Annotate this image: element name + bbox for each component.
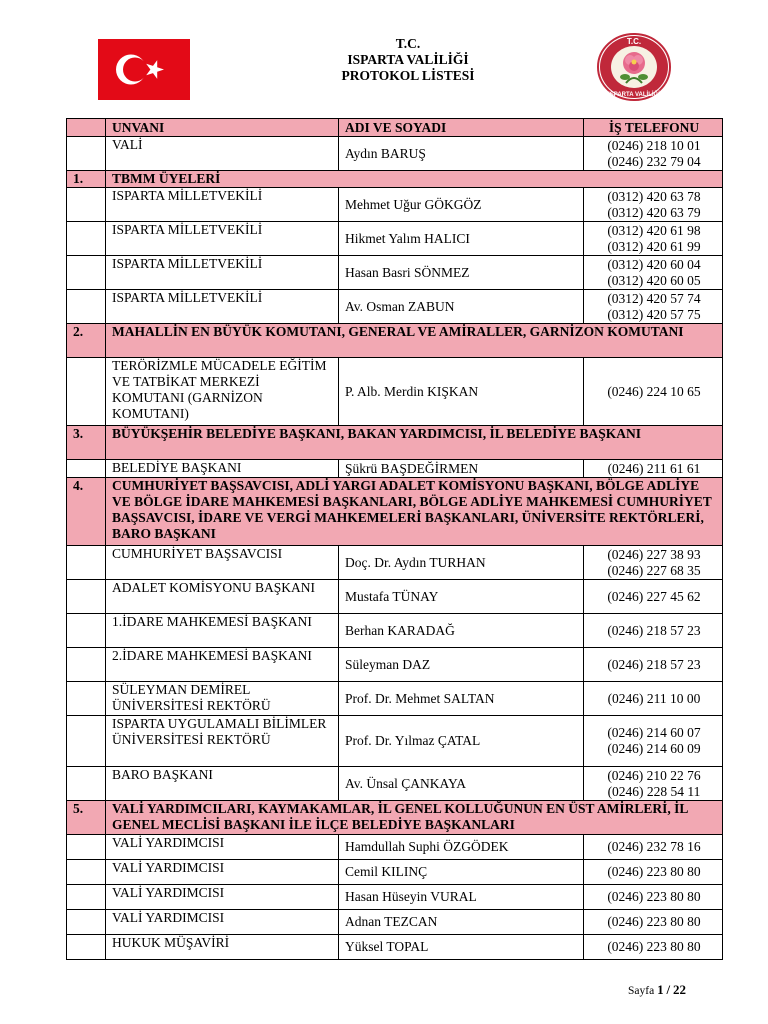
- phone-cell: [584, 910, 723, 935]
- table-row: [67, 910, 723, 935]
- phone-number: (0246) 224 10 65: [607, 383, 701, 399]
- title-line-tc: T.C.: [395, 36, 421, 51]
- phone-number: (0246) 218 57 23: [607, 622, 701, 638]
- phone-number: (0246) 214 60 09: [607, 741, 701, 756]
- table-row: [67, 188, 723, 222]
- header-unvan: UNVANI: [106, 119, 339, 137]
- phone-number: (0246) 223 80 80: [607, 914, 701, 929]
- unvan-cell: ISPARTA MİLLETVEKİLİ: [106, 222, 339, 256]
- table-row: [67, 460, 723, 478]
- phone-number: (0246) 232 78 16: [607, 839, 701, 854]
- section-number: 1.: [67, 171, 106, 188]
- row-empty-cell: [67, 682, 106, 716]
- section-number: 3.: [67, 426, 106, 460]
- phone-number: (0312) 420 57 74: [607, 290, 701, 306]
- row-empty-cell: [67, 137, 106, 171]
- phone-number: (0246) 232 79 04: [607, 153, 701, 169]
- section-number: 5.: [67, 801, 106, 835]
- seal-bottom-text: ISPARTA VALİLİĞİ: [608, 92, 660, 98]
- phone-cell: [584, 614, 723, 648]
- unvan-cell: HUKUK MÜŞAVİRİ: [106, 935, 339, 960]
- phone-cell: [584, 460, 723, 478]
- name-cell: Hamdullah Suphi ÖZGÖDEK: [339, 835, 584, 860]
- name-cell: Berhan KARADAĞ: [339, 614, 584, 648]
- row-empty-cell: [67, 860, 106, 885]
- name-cell: Hasan Hüseyin VURAL: [339, 885, 584, 910]
- name-cell: Prof. Dr. Yılmaz ÇATAL: [339, 716, 584, 767]
- name-cell: Aydın BARUŞ: [339, 137, 584, 171]
- phone-number: (0312) 420 57 75: [607, 306, 701, 322]
- phone-cell: [584, 935, 723, 960]
- page-footer: [628, 982, 686, 998]
- row-empty-cell: [67, 188, 106, 222]
- phone-number: (0246) 227 68 35: [607, 562, 701, 578]
- phone-cell: [584, 290, 723, 324]
- name-cell: Mustafa TÜNAY: [339, 580, 584, 614]
- phone-number: (0312) 420 61 99: [607, 238, 701, 254]
- row-empty-cell: [67, 460, 106, 478]
- phone-cell: [584, 716, 723, 767]
- row-empty-cell: [67, 290, 106, 324]
- table-row: [67, 935, 723, 960]
- table-row: [67, 137, 723, 171]
- header-num-cell: [67, 119, 106, 137]
- name-cell: Hasan Basri SÖNMEZ: [339, 256, 584, 290]
- section-row: [67, 801, 723, 835]
- unvan-cell: CUMHURİYET BAŞSAVCISI: [106, 546, 339, 580]
- row-empty-cell: [67, 910, 106, 935]
- isparta-governorship-seal-icon: [596, 33, 672, 101]
- section-title: TBMM ÜYELERİ: [106, 171, 723, 188]
- table-row: [67, 290, 723, 324]
- phone-number: (0246) 218 10 01: [607, 137, 701, 153]
- phone-cell: [584, 860, 723, 885]
- phone-number: (0246) 218 57 23: [607, 656, 701, 672]
- phone-cell: [584, 188, 723, 222]
- phone-number: (0246) 223 80 80: [607, 939, 701, 954]
- table-row: [67, 580, 723, 614]
- name-cell: Doç. Dr. Aydın TURHAN: [339, 546, 584, 580]
- phone-number: (0246) 228 54 11: [607, 783, 701, 799]
- phone-cell: [584, 137, 723, 171]
- section-title: CUMHURİYET BAŞSAVCISI, ADLİ YARGI ADALET KOMİSYONU BAŞKANI, BÖLGE ADLİYE VE BÖLGE İDARE MAHKEMESİ BAŞKANLARI, BÖLGE ADLİYE MAHKEMESİ CUMHURİYET BAŞSAVCISI, İDARE VE VERGİ MAHKEMELERİ BAŞKANLARI, ÜNİVERSİTE REKTÖRLERİ, BARO BAŞKANI: [106, 478, 723, 546]
- phone-number: (0246) 214 60 07: [607, 725, 701, 740]
- row-empty-cell: [67, 614, 106, 648]
- name-cell: Adnan TEZCAN: [339, 910, 584, 935]
- section-row: [67, 426, 723, 460]
- table-row: [67, 885, 723, 910]
- document-title: [250, 36, 566, 84]
- phone-number: (0312) 420 61 98: [607, 222, 701, 238]
- phone-cell: [584, 222, 723, 256]
- unvan-cell: VALİ YARDIMCISI: [106, 860, 339, 885]
- unvan-cell: ISPARTA MİLLETVEKİLİ: [106, 256, 339, 290]
- name-cell: Süleyman DAZ: [339, 648, 584, 682]
- phone-number: (0246) 223 80 80: [607, 889, 701, 904]
- row-empty-cell: [67, 716, 106, 767]
- name-cell: Prof. Dr. Mehmet SALTAN: [339, 682, 584, 716]
- phone-number: (0312) 420 60 04: [607, 256, 701, 272]
- footer-label: Sayfa: [628, 985, 655, 997]
- unvan-cell: 2.İDARE MAHKEMESİ BAŞKANI: [106, 648, 339, 682]
- phone-number: (0246) 210 22 76: [607, 767, 701, 783]
- unvan-cell: ISPARTA MİLLETVEKİLİ: [106, 188, 339, 222]
- section-row: [67, 478, 723, 546]
- footer-page: 1: [657, 982, 664, 997]
- phone-cell: [584, 835, 723, 860]
- phone-number: (0246) 211 61 61: [607, 460, 701, 476]
- phone-number: (0312) 420 63 79: [607, 204, 701, 220]
- section-title: MAHALLİN EN BÜYÜK KOMUTANI, GENERAL VE AMİRALLER, GARNİZON KOMUTANI: [106, 324, 723, 358]
- section-title: BÜYÜKŞEHİR BELEDİYE BAŞKANI, BAKAN YARDIMCISI, İL BELEDİYE BAŞKANI: [106, 426, 723, 460]
- phone-cell: [584, 885, 723, 910]
- table-row: [67, 767, 723, 801]
- table-row: [67, 614, 723, 648]
- header-phone: İŞ TELEFONU: [584, 119, 723, 137]
- name-cell: Hikmet Yalım HALICI: [339, 222, 584, 256]
- row-empty-cell: [67, 358, 106, 426]
- name-cell: Av. Ünsal ÇANKAYA: [339, 767, 584, 801]
- unvan-cell: TERÖRİZMLE MÜCADELE EĞİTİM VE TATBİKAT MERKEZİ KOMUTANI (GARNİZON KOMUTANI): [106, 358, 339, 426]
- table-row: [67, 648, 723, 682]
- row-empty-cell: [67, 580, 106, 614]
- phone-cell: [584, 767, 723, 801]
- section-row: [67, 324, 723, 358]
- phone-number: (0312) 420 60 05: [607, 272, 701, 288]
- unvan-cell: 1.İDARE MAHKEMESİ BAŞKANI: [106, 614, 339, 648]
- name-cell: Yüksel TOPAL: [339, 935, 584, 960]
- section-number: 4.: [67, 478, 106, 546]
- table-row: [67, 256, 723, 290]
- row-empty-cell: [67, 256, 106, 290]
- table-row: [67, 835, 723, 860]
- title-line-valilik: ISPARTA VALİLİĞİ: [347, 52, 469, 67]
- unvan-cell: VALİ YARDIMCISI: [106, 910, 339, 935]
- table-row: [67, 860, 723, 885]
- turkish-flag-icon: [98, 39, 190, 100]
- row-empty-cell: [67, 648, 106, 682]
- phone-cell: [584, 358, 723, 426]
- phone-number: (0246) 227 45 62: [607, 588, 701, 604]
- row-empty-cell: [67, 885, 106, 910]
- phone-number: (0312) 420 63 78: [607, 188, 701, 204]
- footer-sep: /: [666, 982, 671, 997]
- unvan-cell: ISPARTA UYGULAMALI BİLİMLER ÜNİVERSİTESİ REKTÖRÜ: [106, 716, 339, 767]
- title-line-list: PROTOKOL LİSTESİ: [341, 68, 475, 83]
- name-cell: Şükrü BAŞDEĞİRMEN: [339, 460, 584, 478]
- name-cell: Cemil KILINÇ: [339, 860, 584, 885]
- unvan-cell: VALİ: [106, 137, 339, 171]
- phone-cell: [584, 256, 723, 290]
- protocol-table: [66, 118, 723, 960]
- table-row: [67, 716, 723, 767]
- footer-total: 22: [672, 982, 686, 997]
- table-row: [67, 358, 723, 426]
- phone-cell: [584, 580, 723, 614]
- row-empty-cell: [67, 546, 106, 580]
- section-title: VALİ YARDIMCILARI, KAYMAKAMLAR, İL GENEL KOLLUĞUNUN EN ÜST AMİRLERİ, İL GENEL MECLİSİ BAŞKANI İLE İLÇE BELEDİYE BAŞKANLARI: [106, 801, 723, 835]
- unvan-cell: ISPARTA MİLLETVEKİLİ: [106, 290, 339, 324]
- unvan-cell: SÜLEYMAN DEMİREL ÜNİVERSİTESİ REKTÖRÜ: [106, 682, 339, 716]
- phone-number: (0246) 227 38 93: [607, 546, 701, 562]
- phone-number: (0246) 223 80 80: [607, 864, 701, 879]
- unvan-cell: BARO BAŞKANI: [106, 767, 339, 801]
- section-number: 2.: [67, 324, 106, 358]
- header-name: ADI VE SOYADI: [339, 119, 584, 137]
- seal-top-text: T.C.: [626, 37, 642, 46]
- phone-cell: [584, 648, 723, 682]
- table-row: [67, 546, 723, 580]
- phone-cell: [584, 682, 723, 716]
- unvan-cell: VALİ YARDIMCISI: [106, 885, 339, 910]
- name-cell: Mehmet Uğur GÖKGÖZ: [339, 188, 584, 222]
- name-cell: Av. Osman ZABUN: [339, 290, 584, 324]
- row-empty-cell: [67, 835, 106, 860]
- unvan-cell: VALİ YARDIMCISI: [106, 835, 339, 860]
- table-row: [67, 682, 723, 716]
- row-empty-cell: [67, 222, 106, 256]
- table-row: [67, 222, 723, 256]
- phone-number: (0246) 211 10 00: [607, 690, 701, 706]
- phone-cell: [584, 546, 723, 580]
- row-empty-cell: [67, 767, 106, 801]
- unvan-cell: BELEDİYE BAŞKANI: [106, 460, 339, 478]
- unvan-cell: ADALET KOMİSYONU BAŞKANI: [106, 580, 339, 614]
- row-empty-cell: [67, 935, 106, 960]
- table-header-row: [67, 119, 723, 137]
- section-row: [67, 171, 723, 188]
- name-cell: P. Alb. Merdin KIŞKAN: [339, 358, 584, 426]
